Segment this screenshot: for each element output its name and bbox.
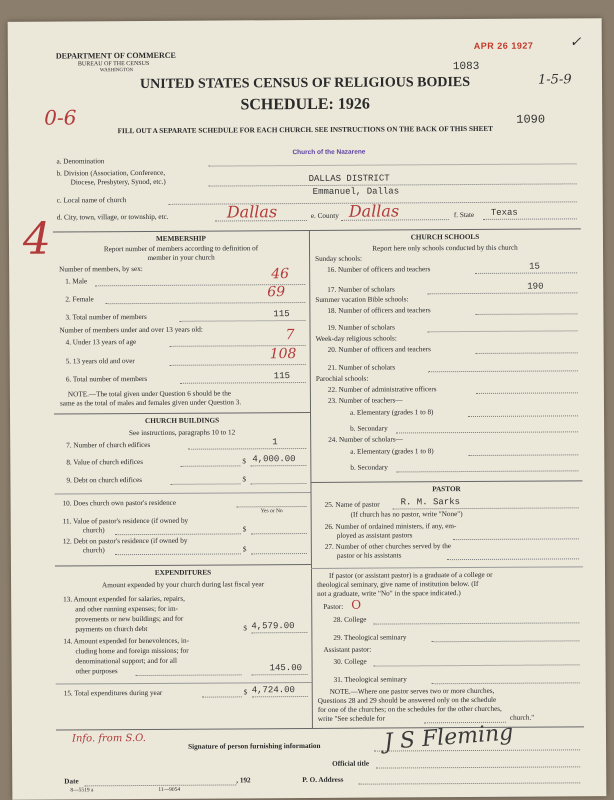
q7-value: 1 [272,437,278,448]
hand-code-right: 1-5-9 [537,72,572,88]
form-code-2: 11—9054 [158,786,181,793]
q4-label: 4. Under 13 years of age [65,338,137,347]
q31-label: 31. Theological seminary [333,675,407,684]
q6-value: 115 [273,371,291,382]
parochial-label: Parochial schools: [315,374,369,383]
info-note: Info. from S.O. [71,732,146,745]
county-label: e. County [310,211,339,220]
margin-mark: 4 [22,213,52,265]
q14-line-2: cluding home and foreign missions; for [75,646,189,656]
q12-label-2: church) [82,546,105,555]
q25-note: (If church has no pastor, write "None") [350,510,463,519]
grad-line-2: theological seminary, give name of institution below. (If [317,579,479,589]
q14-line-1: 14. Amount expended for benevolences, in- [63,636,189,646]
year-label: , 192 [236,776,251,785]
membership-sub-2: member in your church [147,253,215,262]
q17-label: 17. Number of scholars [327,285,395,294]
q8-value: 4,000.00 [252,454,296,465]
q13-line-2: and other running expenses; for im- [75,604,179,614]
q19-label: 19. Number of scholars [327,323,395,332]
q11-dollar: $ [242,525,247,534]
state-label: f. State [453,210,475,220]
division-value: DALLAS DISTRICT [308,173,390,184]
expenditures-sub: Amount expended by your church during last fiscal year [102,580,265,590]
q25-label: 25. Name of pastor [324,500,380,509]
pastor-note-1: NOTE.—Where one pastor serves two or more churches, [329,686,495,696]
code-number: 1090 [516,112,546,127]
grad-line-1: If pastor (or assistant pastor) is a graduate of a college or [328,570,493,580]
q2-value: 69 [267,284,286,301]
q23-label: 23. Number of teachers— [327,396,403,405]
q22-label: 22. Number of administrative officers [327,385,437,394]
q12-label-1: 12. Debt on pastor's residence (if owned by [62,536,188,546]
bureau-label: BUREAU OF THE CENSUS [77,60,150,68]
denomination-label: a. Denomination [56,157,105,166]
yes-no-hint: Yes or No [260,508,283,515]
q17-value: 190 [527,281,544,292]
q14-line-3: denominational support; and for all [75,656,177,666]
form-title: UNITED STATES CENSUS OF RELIGIOUS BODIES [139,74,471,93]
q3-value: 115 [273,309,290,320]
received-date-stamp: APR 26 1927 [473,40,534,51]
pastor-note-3: for one of the churches; on the schedules for the other churches, [317,704,502,714]
q27-line-2: pastor or his assistants [336,551,402,560]
date-label: Date [64,777,79,786]
q15-dollar: $ [243,688,248,697]
official-title-label: Official title [332,759,370,768]
q14-value: 145.00 [269,663,303,674]
city-label: WASHINGTON [99,68,134,74]
buildings-heading: CHURCH BUILDINGS [144,416,220,425]
q26-line-2: ployed as assistant pastors [336,531,413,540]
local-name-value: Emmanuel, Dallas [312,186,400,197]
q13-line-1: 13. Amount expended for salaries, repairs, [63,594,185,604]
summer-label: Summer vacation Bible schools: [315,295,409,304]
schools-sub: Report here only schools conducted by this church [372,243,518,253]
pastor-note-2: Questions 28 and 29 should be answered only on the schedule [317,695,497,705]
q13-value: 4,579.00 [251,621,295,632]
division-label-1: b. Division (Association, Conference, [56,168,166,178]
grad-line-3: not a graduate, write "No" in the space indicated.) [317,589,461,598]
division-label-2: Diocese, Presbytery, Synod, etc.) [70,177,166,187]
pastor-heading: PASTOR [432,485,461,494]
q4-value: 7 [285,327,295,344]
q1-value: 46 [271,266,290,283]
city-value: Dallas [226,202,278,222]
membership-note-1: NOTE.—The total given under Question 6 should be the [67,389,232,399]
q13-line-3: provements or new buildings; and for [75,614,184,624]
q24-label: 24. Number of scholars— [328,435,403,444]
q23a-label: a. Elementary (grades 1 to 8) [349,408,434,417]
form-code: 8—5519 a [70,787,94,794]
buildings-sub: See instructions, paragraphs 10 to 12 [129,428,236,438]
local-name-label: c. Local name of church [56,196,127,205]
pastor-note-4: write "See schedule for [317,714,385,723]
q1-label: 1. Male [65,277,88,286]
membership-heading: MEMBERSHIP [155,234,206,243]
q18-label: 18. Number of officers and teachers [327,306,431,315]
county-value: Dallas [348,201,400,221]
q27-line-1: 27. Number of other churches served by the [324,542,452,551]
membership-note-2: same as the total of males and females given under Question 3. [59,398,242,408]
under-over-label: Number of members under and over 13 years old: [59,325,203,335]
expenditures-heading: EXPENDITURES [154,568,212,577]
by-sex-label: Number of members, by sex: [59,265,143,274]
q15-value: 4,724.00 [251,685,295,696]
city-label: d. City, town, village, or township, etc. [56,212,169,222]
q29-label: 29. Theological seminary [333,633,407,642]
schools-heading: CHURCH SCHOOLS [410,232,480,242]
q24a-label: a. Elementary (grades 1 to 8) [350,447,434,456]
q30-label: 30. College [333,657,367,666]
department-label: DEPARTMENT OF COMMERCE [55,50,176,61]
membership-sub-1: Report number of members according to definition of [103,244,259,254]
q11-label-1: 11. Value of pastor's residence (if owned by [62,516,189,526]
q11-label-2: church) [82,526,105,535]
q8-label: 8. Value of church edifices [66,458,144,467]
q21-label: 21. Number of scholars [327,363,396,372]
q16-label: 16. Number of officers and teachers [327,265,431,274]
q7-label: 7. Number of church edifices [66,440,151,450]
q9-label: 9. Debt on church edifices [66,476,143,485]
q24b-label: b. Secondary [350,463,388,472]
q25-value: R. M. Sarks [400,497,461,508]
code-top: 1083 [452,60,480,74]
q26-line-1: 26. Number of ordained ministers, if any, em- [324,522,457,531]
q5-value: 108 [269,346,297,363]
pastor-note-5: church." [509,713,535,722]
assistant-label: Assistant pastor: [323,645,372,654]
q12-dollar: $ [242,545,247,554]
po-address-label: P. O. Address [302,775,344,785]
pastor-label: Pastor: [323,602,344,611]
check-mark: ✓ [569,34,582,51]
q14-line-4: other purposes [75,667,118,676]
q5-label: 5. 13 years old and over [65,357,135,366]
q3-label: 3. Total number of members [65,312,147,322]
q9-dollar: $ [242,475,247,484]
q10-label: 10. Does church own pastor's residence [62,498,177,508]
census-schedule-sheet [8,18,607,800]
sunday-label: Sunday schools: [315,254,363,263]
hand-code-left: 0-6 [44,105,77,130]
q15-label: 15. Total expenditures during year [63,688,163,698]
state-value: Texas [490,207,518,218]
signature-value: J S Fleming [383,720,515,756]
q23b-label: b. Secondary [350,424,388,433]
separate-schedule-instruction: FILL OUT A SEPARATE SCHEDULE FOR EACH CHURCH. SEE INSTRUCTIONS ON THE BACK OF THIS SHEET [117,124,493,136]
schedule-title: SCHEDULE: 1926 [240,95,370,114]
signature-label: Signature of person furnishing information [188,741,321,751]
q2-label: 2. Female [65,295,94,304]
weekday-label: Week-day religious schools: [315,334,397,343]
q8-dollar: $ [242,457,246,466]
q28-label: 28. College [333,615,367,624]
denomination-stamp: Church of the Nazarene [292,148,366,157]
q13-dollar: $ [243,624,247,633]
q20-label: 20. Number of officers and teachers [327,345,431,354]
q6-label: 6. Total number of members [65,374,148,384]
pastor-value: O [351,597,362,612]
q16-value: 15 [529,261,540,272]
q13-line-4: payments on church debt [75,624,148,634]
